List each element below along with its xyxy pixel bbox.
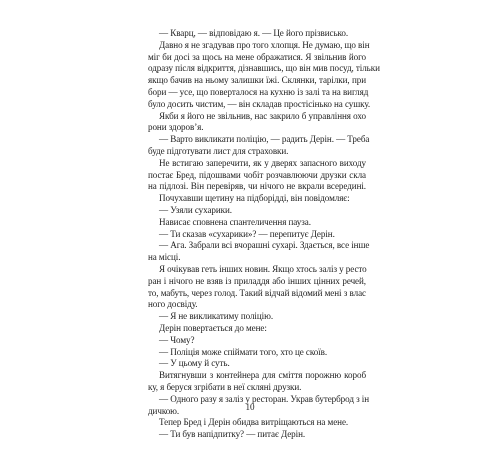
body-text [148, 28, 380, 441]
text-line: рони здоров’я. [148, 122, 204, 133]
text-line: — Варто викликати поліцію, — радить Дерін. — Треба [159, 134, 370, 145]
text-line: Я очікував геть інших новин. Якщо хтось заліз у ресто [159, 263, 367, 274]
text-line: Нависає сповнена спантеличення пауза. [159, 216, 311, 227]
text-line: було досить чистим, — він складав простісінько на сушку. [148, 98, 371, 109]
text-line: Давно я не згадував про того хлопця. Не думаю, що він [159, 39, 370, 50]
text-line: Не встигаю заперечити, як у дверях запасного виходу [159, 157, 366, 168]
text-line: на місці. [148, 252, 181, 263]
text-line: якщо бачив на ньому залишки їжі. Склянки, тарілки, при [148, 75, 366, 86]
text-line: ку, я беруся згрібати в неї скляні друзки. [148, 381, 302, 392]
text-line: Почухавши щетину на підборідді, він повідомляє: [159, 193, 350, 204]
text-line: Тепер Бред і Дерін обидва витріщаються на мене. [159, 417, 349, 428]
text-line: Якби я його не звільнив, нас закрило б управління охо [159, 110, 366, 121]
text-line: дичкою. [148, 405, 180, 416]
text-line: — У цьому й суть. [159, 358, 230, 369]
text-line: Витягнувши з контейнера для сміття порожню короб [159, 370, 366, 381]
text-line: на підлозі. Він перевіряв, чи нічого не вкрали всередині. [148, 181, 366, 192]
text-line: Дерін повертається до мене: [159, 322, 267, 333]
text-line: ного досвіду. [148, 299, 198, 310]
text-line: — Узяли сухарики. [159, 204, 232, 215]
text-line: — Ага. Забрали всі вчорашні сухарі. Здається, все інше [159, 240, 370, 251]
text-line: бори — усе, що поверталося на кухню із залі та на вигляд [148, 86, 369, 97]
page-number: 10 [245, 402, 255, 412]
text-line: постає Бред, підошвами чобіт розчавлюючи друзки скла [148, 169, 366, 180]
text-line: ран і нічого не взяв із приладдя або інших цінних речей, [148, 275, 366, 286]
text-line: — Я не викликатиму поліцію. [159, 311, 274, 322]
text-line: — Поліція може спіймати того, хто це скоїв. [159, 346, 328, 357]
text-line: — Кварц, — відповідаю я. — Це його прізвисько. [159, 28, 349, 38]
text-line: — Ти був напідпитку? — питає Дерін. [159, 429, 306, 440]
text-line: — Одного разу я заліз у ресторан. Украв бутерброд з ін [159, 393, 370, 404]
text-line: буде підготувати лист для страховки. [148, 145, 289, 156]
text-line: міг би досі за щось на мене ображатися. Я звільнив його [148, 51, 366, 62]
text-line: то, мабуть, через голод. Такий відчай відомий мені з влас [148, 287, 366, 298]
text-line: — Ти сказав «сухарики»? — перепитує Дерін. [159, 228, 335, 239]
text-line: — Чому? [159, 334, 195, 345]
text-line: одразу після відкриття, дізнавшись, що він мив посуд, тільки [148, 63, 380, 74]
